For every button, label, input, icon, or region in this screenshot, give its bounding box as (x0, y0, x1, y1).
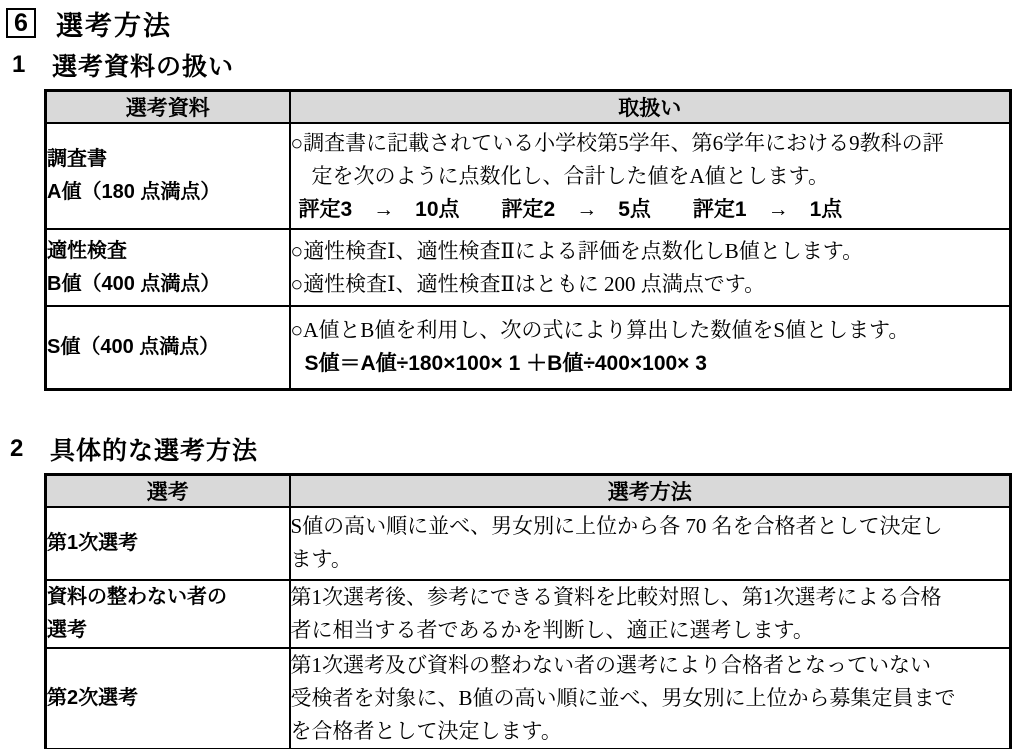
desc-line: 第1次選考後、参考にできる資料を比較対照し、第1次選考による合格 (290, 584, 942, 609)
subsection-title: 選考資料の扱い (52, 53, 235, 81)
table-row (46, 580, 1011, 648)
row-name-cell (46, 306, 290, 389)
name-line: 適性検査 (47, 239, 127, 262)
name-line: 資料の整わない者の (47, 585, 227, 608)
desc-line: ○A値とB値を利用し、次の式により算出した数値をS値とします。 (290, 318, 910, 343)
table-row (46, 123, 1011, 229)
row-name-cell (46, 648, 290, 749)
name-line: 選考 (47, 618, 87, 641)
name-line: S値（400 点満点） (47, 335, 220, 358)
table-header-row (46, 474, 1011, 507)
table-row (46, 229, 1011, 306)
selection-materials-table (44, 89, 1012, 391)
name-line: 調査書 (47, 148, 107, 170)
desc-line: ○調査書に記載されている小学校第5学年、第6学年における9教科の評 (290, 130, 944, 155)
desc-line: 定を次のように点数化し、合計した値をA値とします。 (311, 163, 829, 188)
desc-line: 受検者を対象に、B値の高い順に並べ、男女別に上位から募集定員まで (290, 685, 956, 710)
row-desc-cell (290, 648, 1011, 749)
subsection-heading-1 (12, 50, 1024, 80)
table-row (46, 306, 1011, 389)
desc-line: ○適性検査Ⅰ、適性検査Ⅱによる評価を点数化しB値とします。 (290, 238, 864, 263)
desc-line: 者に相当する者であるかを判断し、適正に選考します。 (290, 617, 814, 642)
name-line: B値（400 点満点） (47, 272, 221, 295)
section-title: 選考方法 (56, 10, 172, 41)
desc-line: ○適性検査Ⅰ、適性検査Ⅱはともに 200 点満点です。 (290, 271, 766, 296)
subsection-title: 具体的な選考方法 (50, 436, 259, 465)
desc-line-score-conversion: 評定3 → 10点 評定2 → 5点 評定1 → 1点 (298, 197, 843, 221)
row-desc-cell (290, 507, 1011, 580)
row-name-cell (46, 580, 290, 648)
selection-method-table (44, 473, 1012, 749)
row-name-cell (46, 123, 290, 229)
table-row (46, 648, 1011, 749)
row-desc-cell (290, 229, 1011, 306)
desc-line: 第1次選考及び資料の整わない者の選考により合格者となっていない (290, 652, 931, 677)
row-name-cell (46, 507, 290, 580)
table-row (46, 507, 1011, 580)
section-number-box: 6 (6, 8, 36, 38)
subsection-number: 2 (10, 434, 24, 462)
name-line: 第1次選考 (47, 531, 139, 554)
table1-header-materials: 選考資料 (46, 91, 290, 124)
row-desc-cell (290, 580, 1011, 648)
desc-line-s-value-formula: S値＝A値÷180×100× 1 ＋B値÷400×100× 3 (304, 352, 707, 376)
table2-header-selection: 選考 (46, 474, 290, 507)
table-header-row (46, 91, 1011, 124)
subsection-heading-2 (10, 434, 1024, 464)
table2-header-method: 選考方法 (290, 474, 1011, 507)
name-line: 第2次選考 (47, 686, 139, 709)
row-desc-cell (290, 123, 1011, 229)
desc-line: ます。 (290, 547, 352, 571)
section-heading (6, 6, 1024, 40)
row-name-cell (46, 229, 290, 306)
name-line: A値（180 点満点） (47, 181, 221, 203)
table1-header-handling: 取扱い (290, 91, 1011, 124)
row-desc-cell (290, 306, 1011, 389)
subsection-number: 1 (12, 51, 26, 78)
desc-line: S値の高い順に並べ、男女別に上位から各 70 名を合格者として決定し (290, 514, 943, 538)
desc-line: を合格者として決定します。 (290, 718, 562, 743)
